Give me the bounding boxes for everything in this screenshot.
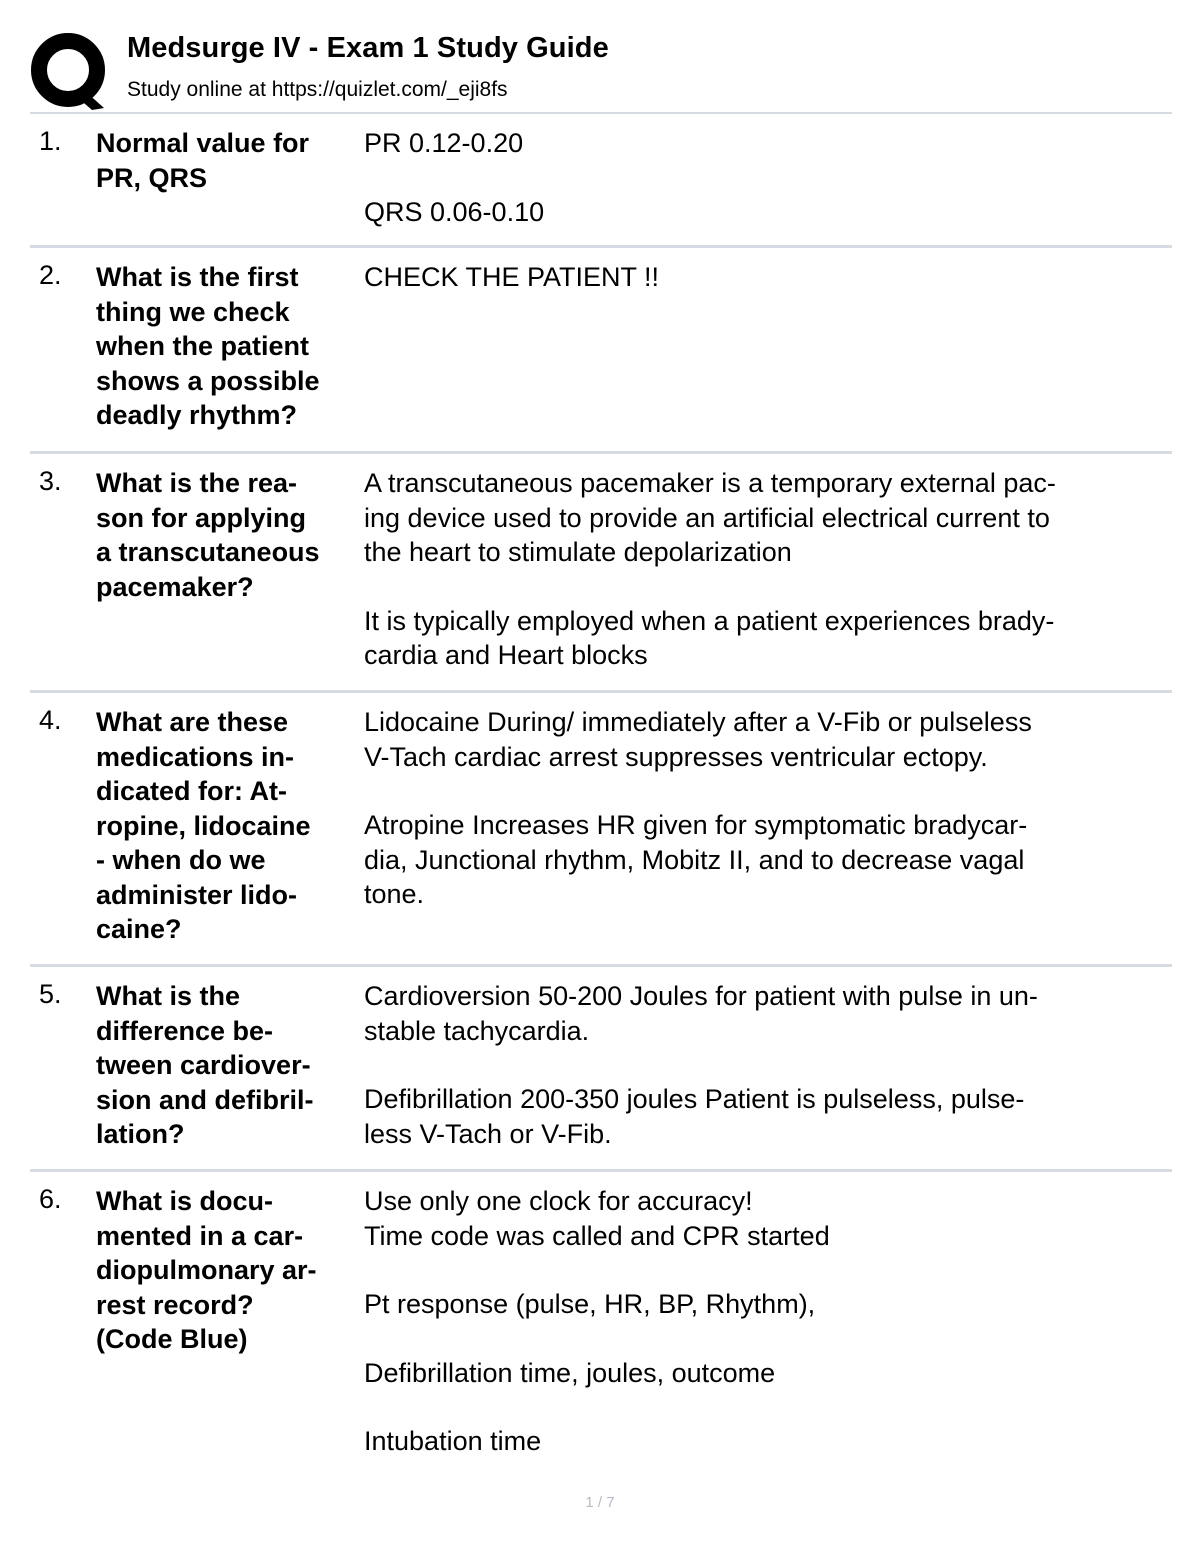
page-number: 1 / 7: [585, 1494, 615, 1511]
card-term: What is the difference be- tween cardiover- sion and defibril- lation?: [96, 981, 314, 1149]
card-number: 4.: [39, 705, 62, 735]
flashcard-4: [30, 693, 1172, 967]
card-number: 2.: [39, 260, 62, 290]
flashcard-3: [30, 454, 1172, 693]
card-number: 1.: [39, 126, 62, 156]
card-term: What are these medications in- dicated for: At- ropine, lidocaine - when do we administer lido- caine?: [96, 707, 311, 944]
page-header: [30, 28, 1172, 108]
definition-line: Pt response (pulse, HR, BP, Rhythm),: [364, 1289, 816, 1319]
card-term: Normal value for PR, QRS: [96, 128, 310, 193]
definition-line: Defibrillation time, joules, outcome: [364, 1357, 776, 1388]
definition-line: Defibrillation 200-350 joules Patient is pulseless, pulse- less V-Tach or V-Fib.: [364, 1084, 1025, 1149]
definition-line: Intubation time: [364, 1426, 542, 1456]
card-term: What is the rea- son for applying a transcutaneous pacemaker?: [96, 468, 320, 602]
card-number: 5.: [39, 979, 62, 1009]
card-number: 6.: [39, 1184, 62, 1214]
card-definition: [364, 248, 1164, 451]
card-number: 3.: [39, 466, 62, 496]
flashcard-list: [30, 114, 1172, 1472]
definition-line: Atropine Increases HR given for symptomatic bradycar- dia, Junctional rhythm, Mobitz II, and to decrease vagal tone.: [364, 810, 1028, 909]
card-term: What is docu- mented in a car- diopulmonary ar- rest record? (Code Blue): [96, 1186, 317, 1354]
definition-line: Cardioversion 50-200 Joules for patient with pulse in un- stable tachycardia.: [364, 981, 1038, 1046]
card-definition: [364, 967, 1164, 1169]
card-definition: [364, 1172, 1164, 1472]
definition-line: PR 0.12-0.20: [364, 128, 524, 158]
flashcard-6: [30, 1172, 1172, 1472]
document-title: Medsurge IV - Exam 1 Study Guide: [127, 32, 609, 64]
flashcard-5: [30, 967, 1172, 1172]
card-definition: [364, 454, 1164, 690]
quizlet-q-logo-icon: [30, 32, 110, 112]
definition-line: It is typically employed when a patient experiences brady- cardia and Heart blocks: [364, 605, 1055, 670]
card-definition: [364, 114, 1164, 245]
definition-line: Lidocaine During/ immediately after a V-Fib or pulseless V-Tach cardiac arrest suppresses ventricular ectopy.: [364, 707, 1032, 772]
definition-line: QRS 0.06-0.10: [364, 196, 545, 227]
flashcard-1: [30, 114, 1172, 248]
definition-line: Time code was called and CPR started: [364, 1220, 830, 1251]
definition-line: A transcutaneous pacemaker is a temporary external pac- ing device used to provide an artificial electrical current to the heart to stimulate depolarization: [364, 468, 1056, 567]
definition-line: Use only one clock for accuracy!: [364, 1186, 753, 1216]
flashcard-2: [30, 248, 1172, 454]
card-term: What is the first thing we check when the patient shows a possible deadly rhythm?: [96, 262, 320, 430]
definition-line: CHECK THE PATIENT !!: [364, 262, 660, 292]
study-online-link-text: Study online at https://quizlet.com/_eji8fs: [127, 78, 508, 101]
card-definition: [364, 693, 1164, 964]
